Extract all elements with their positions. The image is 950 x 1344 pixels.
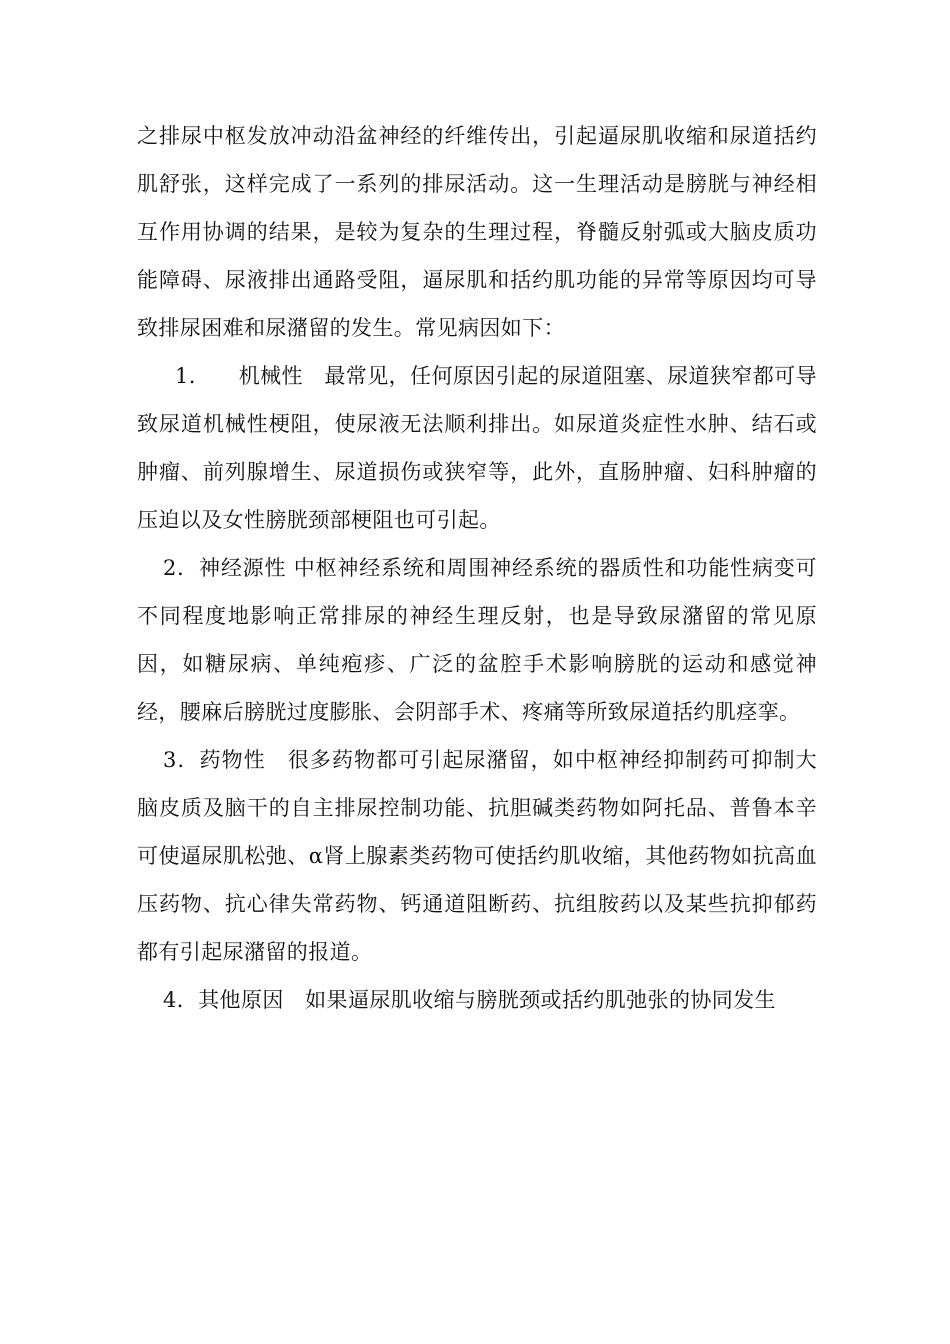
paragraph-neurogenic-cause: 2．神经源性 中枢神经系统和周围神经系统的器质性和功能性病变可不同程度地影响正常排尿的神经生理反射，也是导致尿潴留的常见原因，如糖尿病、单纯疱疹、广泛的盆腔手术影响膀胱的运动和感觉神经，腰麻后膀胱过度膨胀、会阴部手术、疼痛等所致尿道括约肌痉挛。 <box>137 556 817 724</box>
paragraph-drug-cause: 3．药物性 很多药物都可引起尿潴留，如中枢神经抑制药可抑制大脑皮质及脑干的自主排尿控制功能、抗胆碱类药物如阿托品、普鲁本辛可使逼尿肌松弛、α肾上腺素类药物可使括约肌收缩，其他药物如抗高血压药物、抗心律失常药物、钙通道阻断药、抗组胺药以及某些抗抑郁药都有引起尿潴留的报道。 <box>137 748 817 964</box>
document-body <box>137 112 817 1024</box>
paragraph-intro: 之排尿中枢发放冲动沿盆神经的纤维传出，引起逼尿肌收缩和尿道括约肌舒张，这样完成了一系列的排尿活动。这一生理活动是膀胱与神经相互作用协调的结果，是较为复杂的生理过程，脊髓反射弧或大脑皮质功能障碍、尿液排出通路受阻，逼尿肌和括约肌功能的异常等原因均可导致排尿困难和尿潴留的发生。常见病因如下： <box>137 124 817 340</box>
paragraph-other-cause: 4．其他原因 如果逼尿肌收缩与膀胱颈或括约肌弛张的协同发生 <box>163 988 776 1012</box>
paragraph-mechanical-cause: 1. 机械性 最常见，任何原因引起的尿道阻塞、尿道狭窄都可导致尿道机械性梗阻，使尿液无法顺利排出。如尿道炎症性水肿、结石或肿瘤、前列腺增生、尿道损伤或狭窄等，此外，直肠肿瘤、妇科肿瘤的压迫以及女性膀胱颈部梗阻也可引起。 <box>137 364 817 532</box>
